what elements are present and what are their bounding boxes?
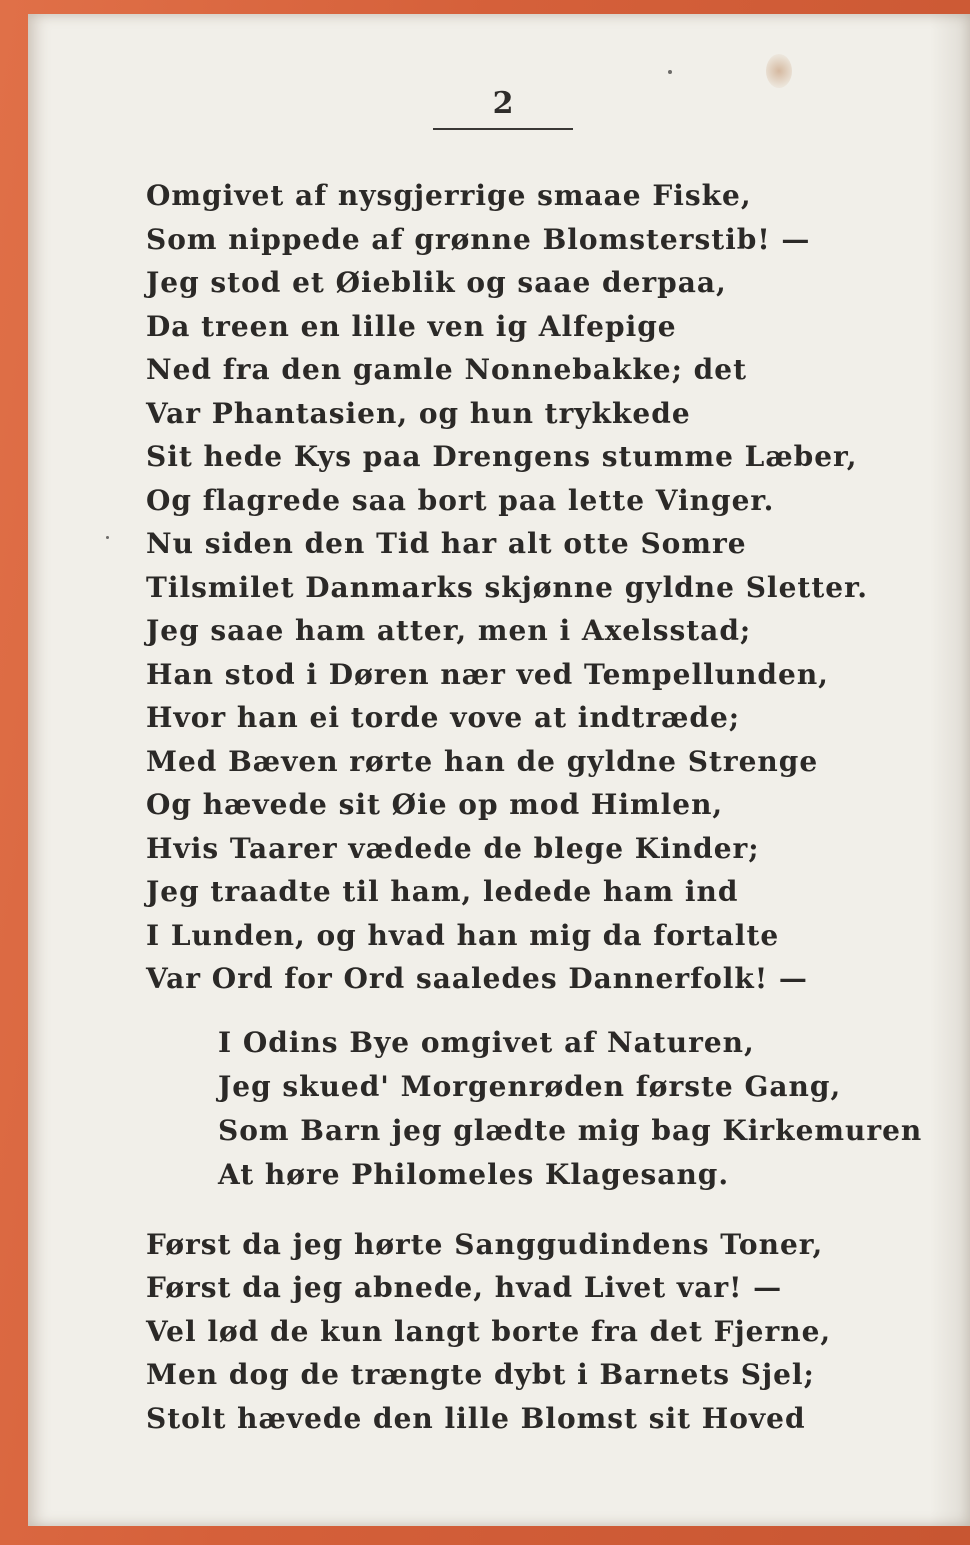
page-number: 2 bbox=[492, 86, 514, 121]
verse-line: Tilsmilet Danmarks skjønne gyldne Sletter. bbox=[146, 570, 868, 604]
page-speck bbox=[668, 70, 672, 74]
verse-line: Jeg traadte til ham, ledede ham ind bbox=[146, 875, 739, 908]
verse-line: Ned fra den gamle Nonnebakke; det bbox=[146, 353, 748, 386]
verse-line: Vel lød de kun langt borte fra det Fjerne, bbox=[146, 1314, 832, 1348]
verse-line: Som Barn jeg glædte mig bag Kirkemuren bbox=[218, 1113, 923, 1147]
verse-line: Jeg stod et Øieblik og saae derpaa, bbox=[146, 266, 727, 299]
verse-line: Nu siden den Tid har alt otte Somre bbox=[146, 527, 747, 560]
verse-line: Var Phantasien, og hun trykkede bbox=[146, 396, 691, 430]
verse-line: Jeg skued' Morgenrøden første Gang, bbox=[218, 1069, 842, 1103]
verse-line: I Odins Bye omgivet af Naturen, bbox=[218, 1025, 755, 1059]
verse-line: Men dog de trængte dybt i Barnets Sjel; bbox=[146, 1358, 815, 1391]
verse-line: Som nippede af grønne Blomsterstib! — bbox=[146, 222, 811, 256]
verse-line: Hvor han ei torde vove at indtræde; bbox=[146, 701, 741, 734]
verse-line: Først da jeg hørte Sanggudindens Toner, bbox=[146, 1227, 824, 1261]
verse-line: Med Bæven rørte han de gyldne Strenge bbox=[146, 744, 819, 778]
verse-line: Sit hede Kys paa Drengens stumme Læber, bbox=[146, 440, 858, 473]
verse-main bbox=[146, 174, 946, 1001]
header-rule bbox=[433, 128, 573, 130]
verse-line: Stolt hævede den lille Blomst sit Hoved bbox=[146, 1401, 806, 1435]
verse-line: Da treen en lille ven ig Alfepige bbox=[146, 309, 677, 343]
verse-line: Og hævede sit Øie op mod Himlen, bbox=[146, 788, 724, 821]
verse-line: At høre Philomeles Klagesang. bbox=[218, 1157, 730, 1191]
verse-line: Han stod i Døren nær ved Tempellunden, bbox=[146, 657, 829, 691]
verse-line: Jeg saae ham atter, men i Axelsstad; bbox=[146, 614, 752, 647]
verse-line: Omgivet af nysgjerrige smaae Fiske, bbox=[146, 179, 752, 212]
verse-line: I Lunden, og hvad han mig da fortalte bbox=[146, 918, 780, 952]
verse-indented-stanza bbox=[218, 1021, 946, 1197]
verse-final-stanza bbox=[146, 1223, 946, 1441]
book-page bbox=[28, 14, 970, 1526]
verse-line: Først da jeg abnede, hvad Livet var! — bbox=[146, 1271, 783, 1304]
page-speck bbox=[106, 536, 109, 539]
verse-line: Hvis Taarer vædede de blege Kinder; bbox=[146, 831, 760, 865]
poem-text bbox=[146, 174, 946, 1440]
verse-line: Og flagrede saa bort paa lette Vinger. bbox=[146, 483, 775, 517]
page-stain bbox=[766, 54, 792, 88]
verse-line: Var Ord for Ord saaledes Dannerfolk! — bbox=[146, 962, 808, 995]
